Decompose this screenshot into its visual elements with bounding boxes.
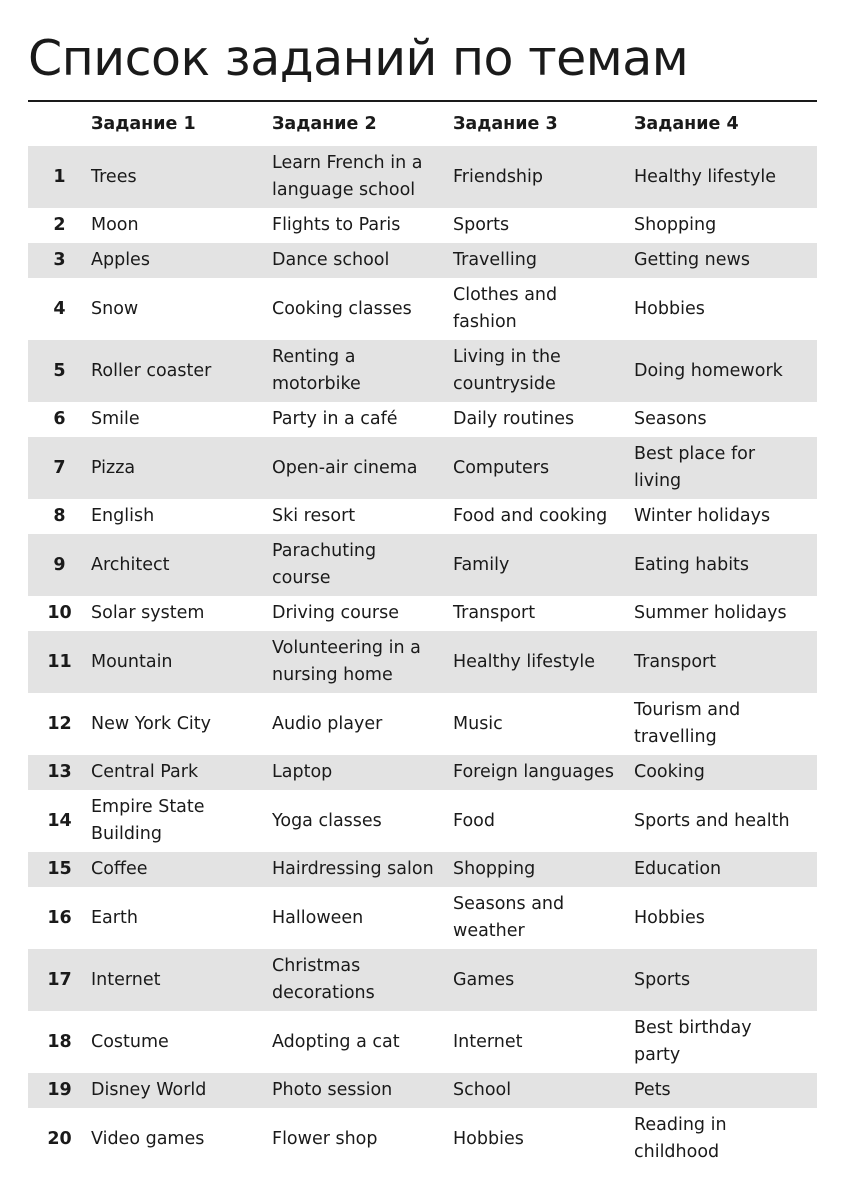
- topic-text: Yoga classes: [272, 810, 382, 831]
- task-3-cell: [453, 402, 634, 437]
- task-3-cell: [453, 631, 634, 693]
- topic-text: Education: [634, 859, 722, 879]
- topic-text: Halloween: [272, 907, 364, 928]
- topic-text: Open-air cinema: [272, 457, 418, 478]
- header-number: [28, 102, 91, 146]
- row-number: 18: [47, 1031, 72, 1052]
- task-4-cell: [634, 755, 817, 790]
- topic-text: Computers: [453, 457, 550, 478]
- page-title: Список заданий по темам: [28, 30, 689, 87]
- header-task-4: Задание 4: [634, 113, 739, 134]
- topic-text: Winter holidays: [634, 506, 771, 526]
- topic-text: Roller coaster: [91, 360, 212, 381]
- topic-text: Adopting a cat: [272, 1031, 400, 1052]
- topic-text: Music: [453, 713, 503, 734]
- task-3-cell: [453, 1108, 634, 1170]
- task-1-cell: [91, 1011, 272, 1073]
- topic-text: Audio player: [272, 713, 383, 734]
- topic-text: Sports: [453, 215, 510, 235]
- task-2-cell: [272, 534, 453, 596]
- topic-text: Photo session: [272, 1080, 393, 1100]
- topic-text: Games: [453, 969, 515, 990]
- header-task-3: Задание 3: [453, 113, 558, 134]
- topic-text: Best place for: [634, 444, 756, 464]
- row-number: 17: [47, 969, 72, 990]
- row-number: 7: [53, 457, 66, 478]
- topic-text: Eating habits: [634, 554, 750, 575]
- row-number: 6: [53, 409, 66, 429]
- task-2-cell: [272, 790, 453, 852]
- table-row: [28, 499, 817, 534]
- task-3-cell: [453, 852, 634, 887]
- task-2-cell: [272, 208, 453, 243]
- table-row: [28, 437, 817, 499]
- task-2-cell: [272, 1073, 453, 1108]
- table-row: [28, 852, 817, 887]
- task-1-cell: [91, 693, 272, 755]
- task-2-cell: [272, 1108, 453, 1170]
- topic-text: Sports: [634, 969, 691, 990]
- task-1-cell: [91, 1108, 272, 1170]
- topic-text: Architect: [91, 554, 170, 575]
- task-1-cell: [91, 790, 272, 852]
- row-number: 11: [47, 651, 72, 672]
- table-row: [28, 790, 817, 852]
- topic-text: Dance school: [272, 250, 390, 270]
- topic-text: Laptop: [272, 762, 333, 782]
- document-page: [28, 0, 817, 1170]
- task-1-cell: [91, 437, 272, 499]
- table-row: [28, 208, 817, 243]
- topics-table: [28, 102, 817, 1170]
- topic-text: Snow: [91, 298, 139, 319]
- topic-text: Family: [453, 554, 510, 575]
- task-1-cell: [91, 534, 272, 596]
- task-1-cell: [91, 631, 272, 693]
- topic-text: Pizza: [91, 457, 136, 478]
- topic-text: fashion: [453, 312, 517, 332]
- topic-text: countryside: [453, 374, 556, 394]
- task-3-cell: [453, 208, 634, 243]
- task-2-cell: [272, 596, 453, 631]
- topic-text: Flower shop: [272, 1128, 378, 1149]
- task-1-cell: [91, 402, 272, 437]
- row-number: 20: [47, 1128, 72, 1149]
- topic-text: Reading in: [634, 1115, 727, 1135]
- task-4-cell: [634, 499, 817, 534]
- task-2-cell: [272, 631, 453, 693]
- row-number: 19: [47, 1080, 72, 1100]
- table-body: [28, 146, 817, 1170]
- task-1-cell: [91, 887, 272, 949]
- topic-text: Building: [91, 824, 162, 844]
- task-4-cell: [634, 887, 817, 949]
- task-1-cell: [91, 278, 272, 340]
- row-number: 5: [53, 360, 66, 381]
- task-2-cell: [272, 243, 453, 278]
- topic-text: Renting a: [272, 347, 356, 367]
- row-number: 1: [53, 166, 66, 187]
- topic-text: Party in a café: [272, 409, 398, 429]
- task-3-cell: [453, 499, 634, 534]
- table-row: [28, 693, 817, 755]
- topic-text: Healthy lifestyle: [634, 166, 776, 187]
- table-row: [28, 596, 817, 631]
- task-3-cell: [453, 437, 634, 499]
- task-3-cell: [453, 949, 634, 1011]
- table-row: [28, 278, 817, 340]
- topic-text: nursing home: [272, 665, 393, 685]
- table-row: [28, 534, 817, 596]
- topic-text: Learn French in a: [272, 153, 423, 173]
- task-4-cell: [634, 437, 817, 499]
- topic-text: Costume: [91, 1031, 169, 1052]
- topic-text: Empire State: [91, 797, 205, 817]
- topic-text: Food: [453, 810, 495, 831]
- table-row: [28, 631, 817, 693]
- topic-text: Friendship: [453, 166, 543, 187]
- topic-text: Disney World: [91, 1080, 207, 1100]
- table-row: [28, 1073, 817, 1108]
- task-2-cell: [272, 949, 453, 1011]
- topic-text: Smile: [91, 409, 140, 429]
- topic-text: Solar system: [91, 603, 205, 623]
- topic-text: course: [272, 568, 331, 588]
- task-4-cell: [634, 1073, 817, 1108]
- task-1-cell: [91, 243, 272, 278]
- topic-text: Seasons: [634, 409, 707, 429]
- topic-text: Daily routines: [453, 409, 575, 429]
- topic-text: language school: [272, 180, 416, 200]
- table-row: [28, 340, 817, 402]
- task-2-cell: [272, 402, 453, 437]
- topic-text: Clothes and: [453, 285, 558, 305]
- topic-text: Living in the: [453, 347, 561, 367]
- task-3-cell: [453, 278, 634, 340]
- topic-text: childhood: [634, 1142, 720, 1162]
- topic-text: living: [634, 471, 682, 491]
- task-3-cell: [453, 790, 634, 852]
- topic-text: party: [634, 1045, 681, 1065]
- table-row: [28, 755, 817, 790]
- topic-text: Best birthday: [634, 1018, 752, 1038]
- row-number: 14: [47, 810, 72, 831]
- task-4-cell: [634, 693, 817, 755]
- task-4-cell: [634, 208, 817, 243]
- task-3-cell: [453, 534, 634, 596]
- table-row: [28, 887, 817, 949]
- header-task-2: Задание 2: [272, 113, 377, 134]
- task-2-cell: [272, 499, 453, 534]
- topic-text: Cooking classes: [272, 298, 412, 319]
- task-4-cell: [634, 146, 817, 208]
- topic-text: Transport: [634, 651, 717, 672]
- task-2-cell: [272, 755, 453, 790]
- topic-text: Seasons and: [453, 894, 565, 914]
- topic-text: Volunteering in a: [272, 638, 421, 658]
- task-3-cell: [453, 340, 634, 402]
- task-3-cell: [453, 755, 634, 790]
- task-3-cell: [453, 887, 634, 949]
- topic-text: Travelling: [453, 250, 537, 270]
- topic-text: Moon: [91, 215, 139, 235]
- topic-text: Internet: [91, 969, 161, 990]
- topic-text: Apples: [91, 250, 150, 270]
- topic-text: Video games: [91, 1128, 205, 1149]
- row-number: 10: [47, 603, 72, 623]
- task-2-cell: [272, 437, 453, 499]
- task-3-cell: [453, 243, 634, 278]
- topic-text: Hobbies: [453, 1128, 524, 1149]
- topic-text: Flights to Paris: [272, 215, 401, 235]
- task-2-cell: [272, 852, 453, 887]
- row-number: 3: [53, 250, 66, 270]
- topic-text: travelling: [634, 727, 717, 747]
- task-4-cell: [634, 596, 817, 631]
- task-4-cell: [634, 631, 817, 693]
- row-number: 12: [47, 713, 72, 734]
- row-number: 2: [53, 215, 66, 235]
- topic-text: Foreign languages: [453, 762, 614, 782]
- topic-text: Shopping: [634, 215, 717, 235]
- topic-text: Sports and health: [634, 810, 790, 831]
- task-2-cell: [272, 887, 453, 949]
- task-1-cell: [91, 146, 272, 208]
- topic-text: Central Park: [91, 762, 199, 782]
- topic-text: Transport: [453, 603, 536, 623]
- task-1-cell: [91, 1073, 272, 1108]
- topic-text: Ski resort: [272, 506, 356, 526]
- row-number: 15: [47, 859, 72, 879]
- table-row: [28, 146, 817, 208]
- topic-text: Tourism and: [634, 700, 741, 720]
- topic-text: motorbike: [272, 374, 361, 394]
- table-row: [28, 1011, 817, 1073]
- topic-text: Healthy lifestyle: [453, 651, 595, 672]
- topic-text: Parachuting: [272, 541, 377, 561]
- table-row: [28, 1108, 817, 1170]
- task-1-cell: [91, 755, 272, 790]
- topic-text: English: [91, 506, 155, 526]
- topic-text: Mountain: [91, 651, 173, 672]
- row-number: 16: [47, 907, 72, 928]
- topic-text: Pets: [634, 1080, 671, 1100]
- topic-text: Hobbies: [634, 907, 705, 928]
- task-4-cell: [634, 278, 817, 340]
- topic-text: New York City: [91, 713, 211, 734]
- task-3-cell: [453, 1011, 634, 1073]
- task-3-cell: [453, 596, 634, 631]
- row-number: 8: [53, 506, 66, 526]
- task-1-cell: [91, 499, 272, 534]
- task-1-cell: [91, 596, 272, 631]
- task-1-cell: [91, 340, 272, 402]
- row-number: 13: [47, 762, 72, 782]
- task-2-cell: [272, 278, 453, 340]
- task-3-cell: [453, 693, 634, 755]
- table-row: [28, 402, 817, 437]
- topic-text: decorations: [272, 983, 375, 1003]
- row-number: 4: [53, 298, 66, 319]
- topic-text: Christmas: [272, 956, 361, 976]
- topic-text: Hobbies: [634, 298, 705, 319]
- topic-text: Driving course: [272, 603, 400, 623]
- table-row: [28, 243, 817, 278]
- topic-text: Internet: [453, 1031, 523, 1052]
- topic-text: Shopping: [453, 859, 536, 879]
- task-4-cell: [634, 243, 817, 278]
- task-1-cell: [91, 852, 272, 887]
- task-4-cell: [634, 534, 817, 596]
- task-2-cell: [272, 340, 453, 402]
- task-1-cell: [91, 208, 272, 243]
- task-4-cell: [634, 790, 817, 852]
- topic-text: Getting news: [634, 250, 750, 270]
- task-3-cell: [453, 1073, 634, 1108]
- header-task-1: Задание 1: [91, 113, 196, 134]
- topic-text: Summer holidays: [634, 603, 787, 623]
- task-4-cell: [634, 402, 817, 437]
- task-2-cell: [272, 693, 453, 755]
- task-4-cell: [634, 949, 817, 1011]
- table-header-row: [28, 102, 817, 146]
- topic-text: School: [453, 1080, 512, 1100]
- topic-text: weather: [453, 921, 525, 941]
- topic-text: Cooking: [634, 762, 705, 782]
- topic-text: Hairdressing salon: [272, 859, 434, 879]
- topic-text: Trees: [91, 166, 137, 187]
- task-4-cell: [634, 852, 817, 887]
- row-number: 9: [53, 554, 66, 575]
- task-2-cell: [272, 1011, 453, 1073]
- topic-text: Coffee: [91, 859, 148, 879]
- task-2-cell: [272, 146, 453, 208]
- task-1-cell: [91, 949, 272, 1011]
- task-3-cell: [453, 146, 634, 208]
- task-4-cell: [634, 340, 817, 402]
- table-row: [28, 949, 817, 1011]
- topic-text: Food and cooking: [453, 506, 608, 526]
- topic-text: Earth: [91, 907, 138, 928]
- topic-text: Doing homework: [634, 360, 783, 381]
- task-4-cell: [634, 1108, 817, 1170]
- task-4-cell: [634, 1011, 817, 1073]
